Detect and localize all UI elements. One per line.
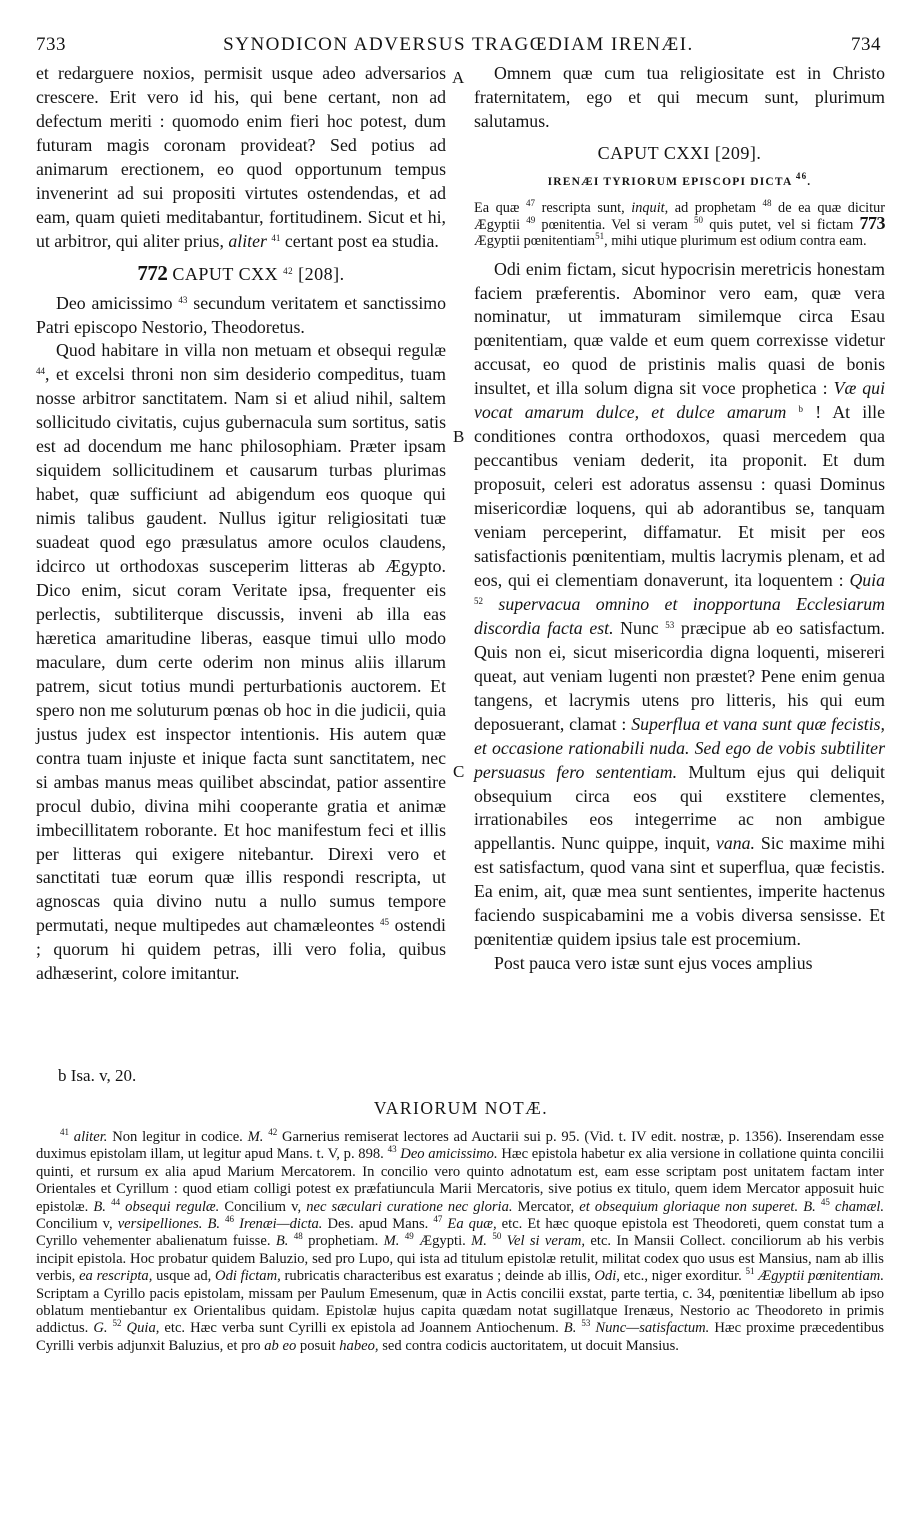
- right-paragraph-3: Post pauca vero istæ sunt ejus voces amplius: [494, 953, 813, 974]
- right-paragraph-1: Omnem quæ cum tua religiositate est in Christo fraternitatem, ego et qui mecum sunt, plurimum salutamus.: [474, 63, 885, 131]
- note-48: $^{48}$ prophetiam. M.: [293, 1231, 400, 1250]
- quoted-passage: Ea quæ $^{47}$ rescripta sunt, inquit, ad prophetam $^{48}$ de ea quæ dicitur Ægyptii $^{49}$ pœnitentia. Vel si veram $^{50}$ quis putet, vel si fictam 773 Ægyptii pœnitentiam$^{51}$, mihi utique plurimum est odium contra eam.: [474, 197, 886, 249]
- page-number-left: 733: [36, 34, 66, 55]
- note-43: $^{43}$ Deo amicissimo. Hæc epistola habetur ex alia versione in collatione quinta concilii quinti, et rursum ex alia apud Marium Mercatorem. In concilio vero quinto adnotatum est, eam esse scriptam post unitatem factam inter Orientales et Cyrillum : quod etiam colligi potest ex præfatiuncula Marii Mercatoris, sive potius ex titulo, quem idem Mercator apposuit huic epistolæ. B.: [36, 1144, 885, 1215]
- letter-salutation: Deo amicissimo $^{43}$ secundum veritatem et sanctissimo Patri episcopo Nestorio, Theodoretus.: [36, 292, 446, 337]
- note-51: $^{51}$ Ægyptii pœnitentiam. Scriptam a Cyrillo pacis epistolam, missam per Paulum Emesenum, quæ in Actis concilii exstat, parte tertia, c. 34, pœnitentiæ libellum ab ipso oblatum mentiebantur ex Orientalibus quidam. Epistolæ hujus capita quædam notat sugillatque Irenæus, Nestorio ac Theodoreto in primis addictus. G.: [36, 1266, 884, 1337]
- note-52: $^{52}$ Quia, etc. Hæc verba sunt Cyrilli ex epistola ad Joannem Antiochenum. B.: [112, 1318, 577, 1337]
- margin-letter-a: A: [452, 68, 465, 87]
- scripture-footnote: b Isa. v, 20.: [58, 1066, 137, 1085]
- notes-title: VARIORUM NOTÆ.: [373, 1098, 549, 1118]
- right-column: [474, 62, 885, 976]
- running-title: SYNODICON ADVERSUS TRAGŒDIAM IRENÆI.: [223, 34, 694, 55]
- running-header: [36, 34, 881, 60]
- column-marker-773: 773: [859, 213, 886, 234]
- note-53: $^{53}$ Nunc—satisfactum. Hæc proxime præcedentibus Cyrilli verbis adjunxit Baluzius, et pro ab eo posuit habeo, sed contra codicis auctoritatem, ut docuit Mansius.: [36, 1318, 885, 1354]
- note-42: $^{42}$ Garnerius remiserat lectores ad Auctarii sui p. 95. (Vid. t. IV edit. nostræ, p. 1356). Inserendam esse duximus epistolam illam, ut legitur apud Mans. t. V, p. 898.: [36, 1127, 885, 1163]
- note-49: $^{49}$ Ægypti. M.: [404, 1231, 487, 1250]
- note-41: $^{41}$ aliter. Non legitur in codice. M.: [60, 1127, 264, 1145]
- left-column: [36, 62, 446, 986]
- column-marker-772: 772: [137, 260, 168, 285]
- margin-letter-b: B: [453, 427, 465, 446]
- page-number-right: 734: [851, 34, 881, 55]
- note-45: $^{45}$ chamæl. Concilium v, versipelliones. B.: [36, 1196, 885, 1233]
- margin-letter-c: C: [453, 762, 465, 781]
- note-44: $^{44}$ obsequi regulæ. Concilium v, nec sæculari curatione nec gloria. Mercator, et obsequium gloriaque non superet. B.: [111, 1196, 816, 1215]
- note-46: $^{46}$ Irenæi—dicta. Des. apud Mans.: [225, 1214, 429, 1233]
- chapter-heading-cxxi: CAPUT CXXI [209].: [597, 142, 762, 163]
- right-paragraph-2: Odi enim fictam, sicut hypocrisin meretricis honestam faciem præferentis. Abominor vero eam, quæ vera nominatur, ut immaturam similemque circa Esau pœnitentiam, quæ valde et eum quem correxisse videtur accusat, eo quod de pristinis malis quasi de bonis insultet, et illa solum digna sit voce prophetica : Væ qui vocat amarum dulce, et dulce amarum $^b$ ! At ille conditiones contra orthodoxos, quasi mercedem qua peccantibus veniam dederit, ita proponit. Et dum proposuit, celeri est adoratus assensu : quasi Dominus misericordiæ loquens, qui ab adorantibus se, tanquam veniam perceperint, diffamatur. Et misit per eos satisfactionis pœnitentiam, multis lacrymis plenam, et ad eos, qui ei clementiam donaverunt, ita loquentem : Quia $^{52}$ supervacua omnino et inopportuna Ecclesiarum discordia facta est. Nunc $^{53}$ præcipue ab eo satisfactum. Quis non ei, sicut misericordia digna loquenti, misereri queat, aut veniam lugenti non præstet? Pene enim genua tangens, et lacrymis utens pro litteris, his qui eum deposuerant, clamat : Superflua et vana sunt quæ fecistis, et occasione rationabili nuda. Sed ego de vobis subtiliter persuasus fero sententiam. Multum ejus qui deliquit obsequium circa eos qui exstitere clementes, irrationabiles eos integerrime ac non ambigue appellantis. Nunc quippe, inquit, vana. Sic maxime mihi est satisfactum, quod vana sint et superflua, quæ fecistis. Ea enim, ait, quæ mea sunt sentientes, imperite hactenus faciendo suspicabamini me a vobis diversa sensisse. Et pœnitentiæ quidem ipsius tale est procemium.: [474, 258, 886, 950]
- chapter-heading-cxx: 772 CAPUT CXX $^{42}$ [208].: [137, 260, 345, 285]
- left-paragraph-letter: Quod habitare in villa non metuam et obsequi regulæ $^{44}$, et excelsi throni non sim desiderio compeditus, tuam nosse arbitror sanctitatem. Nam si et aliud nihil, saltem sollicitudo civitatis, cujus gubernacula sum sortitus, satis est ad docendum me hanc philosophiam. Præter ipsam siquidem sollicitudinem et causarum turbas plurimas habet, quæ sufficiunt ad abigendum eos quoque qui nimis talibus gaudent. Nullus igitur religiositati tuæ suadeat quod ego præsulatus amore oculos claudens, idcirco ut orthodoxas susceperim litteras ab Ægypto. Dico enim, sicut coram Veritate ipsa, frequenter eis perlectis, subtiliterque discussis, inveni ab illa eas hæretica amaritudine liberas, easque timui ullo modo maculare, dum certe oderim non minus aliis illarum patrem, sicut totius mundi perturbationis auctorem. Et spero non me soluturum pœnas ob hoc in die judicii, quia justus judex est inspector intentionis. His autem quæ contra tuam injuste et inique facta sunt sanctitatem, nec si ambas manus meas quilibet abscindat, patior assentire procul dubio, divina mihi cooperante gratia et animæ imbecillitatem roborante. Et hoc manifestum feci et illis per litteras qui exigere nitebantur. Direxi vero et sanctitati tuæ eorum quæ illis respondi rescripta, ut agnoscas quia divino nutu a nullo sumus tempore permutati, neque multipedes aut chamæleontes $^{45}$ ostendi ; quorum hi quidem petras, illi vero folia, quibus adhæserint, colore imitantur.: [36, 340, 446, 984]
- note-47: $^{47}$ Ea quæ, etc. Et hæc quoque epistola est Theodoreti, quem constat tum a Cyrillo vehementer abalienatum fuisse. B.: [36, 1214, 884, 1250]
- notes-paragraph: [36, 1129, 884, 1355]
- left-paragraph-1: et redarguere noxios, permisit usque adeo adversarios crescere. Erit vero id his, qui bene certant, non ad defectum meriti : quomodo enim fieri hoc potest, dum futuram magis coronam provideat? Sed potius ad animarum erectionem, eo quod opportunum tempus invenerint ad sui propositi virtutes ostendendas, et ad eam, quam quieti meditabantur, fortitudinem. Sicut et hi, ut arbitror, qui aliter prius, aliter $^{41}$ certant post ea studia.: [36, 63, 446, 251]
- note-50: $^{50}$ Vel si veram, etc. In Mansii Collect. conciliorum ab his verbis incipit epistola. Hoc probatur quidem Baluzio, sed pro Lupo, qui ista ad titulum epistolæ retulit, militat codex quo usus est Mansius, nam ab illis verbis, ea rescripta, usque ad, Odi fictam, rubricatis characteribus est exaratus ; deinde ab illis, Odi, etc., niger exorditur.: [36, 1231, 885, 1285]
- chapter-subtitle: IRENÆI TYRIORUM EPISCOPI DICTA $^{46}$.: [547, 170, 812, 188]
- variorum-notes: [36, 1129, 884, 1355]
